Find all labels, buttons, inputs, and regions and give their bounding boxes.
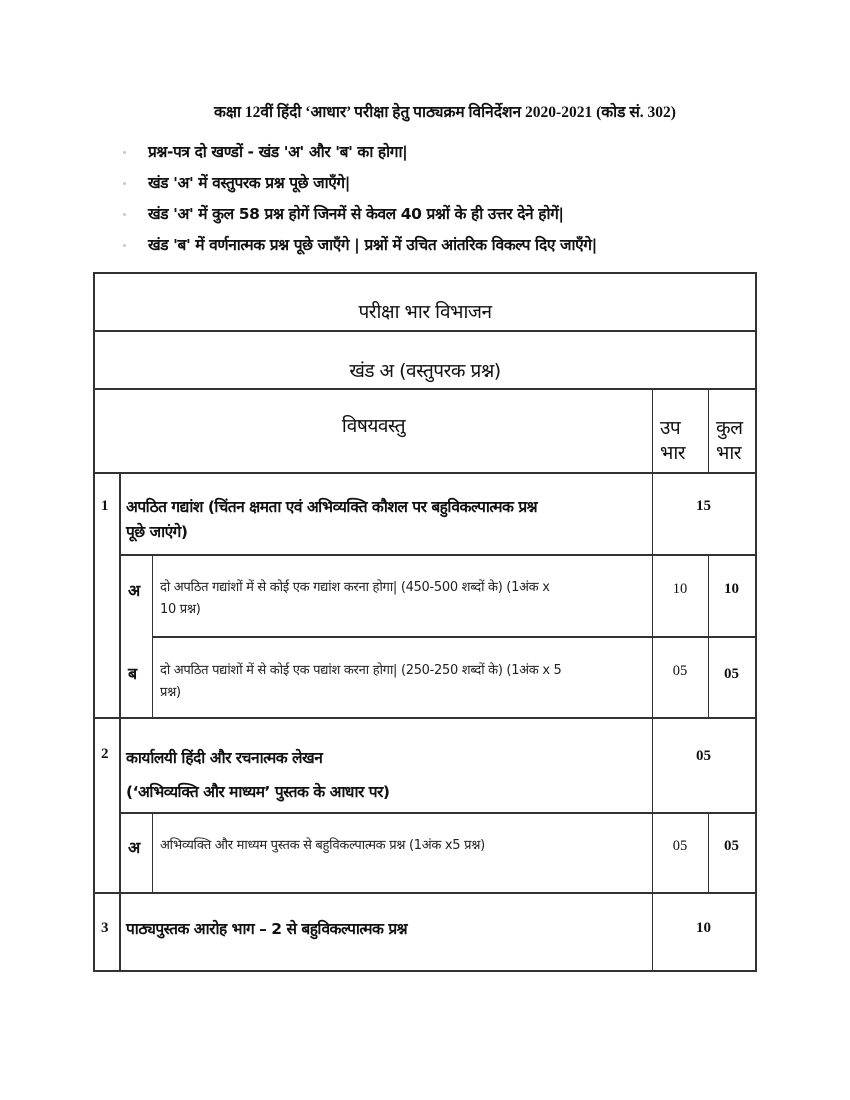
item-text xyxy=(160,660,650,704)
item-sub-marks: 10 xyxy=(672,581,688,597)
section-marks: 10 xyxy=(696,920,711,936)
instruction-item xyxy=(123,230,597,261)
instruction-item xyxy=(123,199,597,230)
section-number: 1 xyxy=(101,498,109,514)
divider xyxy=(95,717,755,719)
item-label: अ xyxy=(128,581,141,600)
section-title-line2: (‘अभिव्यक्ति और माध्यम’ पुस्तक के आधार पर) xyxy=(126,783,390,801)
item-total-marks: 05 xyxy=(724,838,739,854)
section-marks: 15 xyxy=(696,498,711,514)
instruction-text: खंड 'अ' में वस्तुपरक प्रश्न पूछे जाएँगे| xyxy=(148,174,351,192)
section-title xyxy=(126,741,651,809)
bullet-icon xyxy=(123,151,126,154)
section-marks: 05 xyxy=(696,748,711,764)
column-header-content: विषयवस्तु xyxy=(341,415,406,437)
divider xyxy=(119,554,755,556)
section-number: 2 xyxy=(101,746,109,762)
item-total-marks: 10 xyxy=(724,581,739,597)
divider xyxy=(152,636,755,638)
column-header-total-weight-line1: कुल xyxy=(716,417,743,439)
section-title-line1: पाठ्यपुस्तक आरोह भाग – 2 से बहुविकल्पात्मक प्रश्न xyxy=(126,920,408,938)
item-sub-marks: 05 xyxy=(672,663,688,679)
page-title xyxy=(0,100,850,122)
item-text xyxy=(160,577,650,621)
instruction-text: खंड 'अ' में कुल 58 प्रश्न होगें जिनमें से केवल 40 प्रश्नों के ही उत्तर देने होगें| xyxy=(148,205,564,223)
item-text-line1: अभिव्यक्ति और माध्यम पुस्तक से बहुविकल्पात्मक प्रश्न (1अंक x5 प्रश्न) xyxy=(160,838,485,853)
divider xyxy=(652,472,653,970)
section-title xyxy=(126,917,651,942)
item-text-line1: दो अपठित गद्यांशों में से कोई एक गद्यांश करना होगा| (450-500 शब्दों के) (1अंक x xyxy=(160,580,550,595)
instruction-item xyxy=(123,137,597,168)
instructions-list xyxy=(123,137,597,261)
section-title xyxy=(126,495,651,545)
bullet-icon xyxy=(123,182,126,185)
divider xyxy=(95,472,755,474)
section-number: 3 xyxy=(101,920,109,936)
column-header-sub-weight xyxy=(660,416,685,466)
page-title-text: कक्षा 12वीं हिंदी ‘आधार’ परीक्षा हेतु पाठ्यक्रम विनिर्देशन 2020-2021 (कोड सं. 302) xyxy=(214,104,676,121)
item-sub-marks: 05 xyxy=(672,838,688,854)
column-header-sub-weight-line2: भार xyxy=(660,442,686,464)
instruction-text: प्रश्न-पत्र दो खण्डों - खंड 'अ' और 'ब' का होगा| xyxy=(148,143,408,161)
item-text-line2: 10 प्रश्न) xyxy=(160,602,201,617)
instruction-item xyxy=(123,168,597,199)
section-title-line2: पूछे जाएंगे) xyxy=(126,523,188,541)
divider xyxy=(95,330,755,332)
item-text xyxy=(160,835,650,857)
table-heading: परीक्षा भार विभाजन xyxy=(358,301,492,323)
column-header-total-weight xyxy=(716,416,742,466)
divider xyxy=(95,388,755,390)
instruction-text: खंड 'ब' में वर्णनात्मक प्रश्न पूछे जाएँगे | प्रश्नों में उचित आंतरिक विकल्प दिए जाएँगे| xyxy=(148,236,597,254)
divider xyxy=(152,812,153,892)
bullet-icon xyxy=(123,244,126,247)
divider xyxy=(119,472,121,970)
divider xyxy=(119,812,755,814)
item-text-line2: प्रश्न) xyxy=(160,685,181,700)
section-title-line1: कार्यालयी हिंदी और रचनात्मक लेखन xyxy=(126,749,323,767)
marks-distribution-table xyxy=(93,272,757,972)
divider xyxy=(708,388,709,472)
item-label: अ xyxy=(128,838,141,857)
item-total-marks: 05 xyxy=(724,666,739,682)
column-header-sub-weight-line1: उप xyxy=(660,417,681,439)
bullet-icon xyxy=(123,213,126,216)
column-header-total-weight-line2: भार xyxy=(716,442,742,464)
section-title-line1: अपठित गद्यांश (चिंतन क्षमता एवं अभिव्यक्ति कौशल पर बहुविकल्पात्मक प्रश्न xyxy=(126,498,538,516)
divider xyxy=(95,892,755,894)
item-label: ब xyxy=(128,664,138,683)
section-heading: खंड अ (वस्तुपरक प्रश्न) xyxy=(349,360,501,382)
divider xyxy=(652,388,653,472)
item-text-line1: दो अपठित पद्यांशों में से कोई एक पद्यांश करना होगा| (250-250 शब्दों के) (1अंक x 5 xyxy=(160,663,562,678)
